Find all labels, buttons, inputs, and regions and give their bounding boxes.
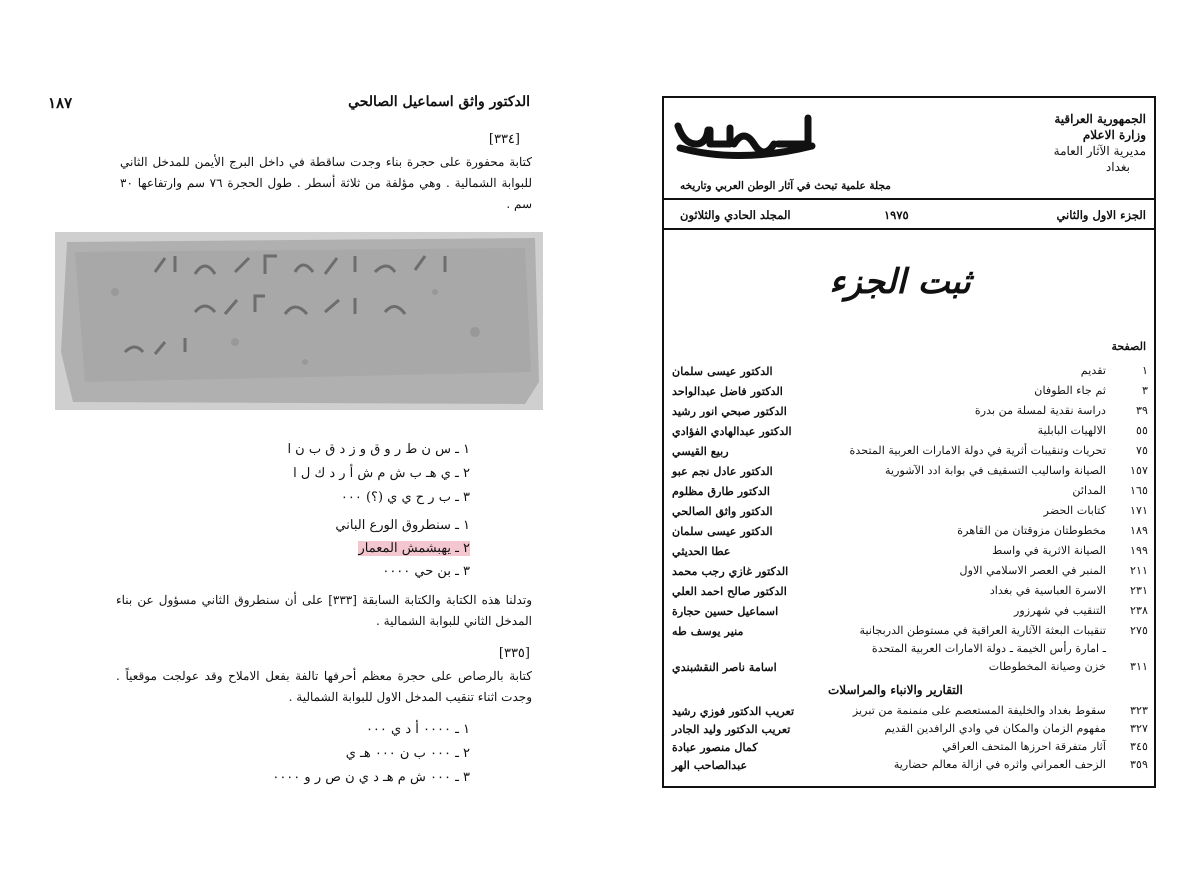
report-title: سقوط بغداد والخليفة المستعصم على منمنمة من تبريز [852,704,1106,717]
toc-row [672,524,1148,542]
entry-335-line-3: ٣ ـ ٠٠٠ ش م هـ د ي ن ص ر و ٠٠٠٠ [272,770,470,785]
reports-section-title: التقارير والانباء والمراسلات [828,683,963,697]
report-row [672,722,1148,740]
toc-page: ١٨٩ [1129,524,1148,537]
toc-title-item: دراسة نقدية لمسلة من بدرة [974,404,1106,417]
toc-page: ٢٣١ [1129,584,1148,597]
running-header [48,94,530,116]
report-page: ٣٥٩ [1129,758,1148,771]
year-label: ١٩٧٥ [884,208,909,222]
sumer-logo-mark [670,108,822,164]
report-author: عبدالصاحب الهر [672,758,748,772]
toc-title-item: ـ امارة رأس الخيمة ـ دولة الامارات العربية المتحدة [871,642,1106,655]
transliteration-line-1: ١ ـ س ن ط ر و ق و ز د ق ب ن ا [287,442,470,457]
toc-author: منير يوسف طه [672,624,744,638]
report-row [672,704,1148,722]
volume-label: المجلد الحادي والثلاثون [680,208,791,222]
entry-334-commentary: وتدلنا هذه الكتابة والكتابة السابقة [٣٣٣] على أن سنطروق الثاني مسؤول عن بناء المدخل الثاني للبوابة الشمالية . [116,593,532,628]
translation-line-3: ٣ ـ بن حي ٠٠٠٠ [382,564,470,579]
toc-page: ٧٥ [1135,444,1148,457]
report-author: كمال منصور عبادة [672,740,758,754]
toc-row [672,604,1148,622]
toc-page: ٢٧٥ [1129,624,1148,637]
report-row [672,740,1148,758]
toc-author: عطا الحديثي [672,544,731,558]
toc-row [672,624,1148,642]
report-title: آثار متفرقة احرزها المتحف العراقي [942,740,1106,753]
rule-1 [662,198,1156,200]
toc-title-item: المنبر في العصر الاسلامي الاول [959,564,1106,577]
sumer-logo [670,108,822,164]
toc-page: ١٥٧ [1129,464,1148,477]
report-title: مفهوم الزمان والمكان في وادي الرافدين القديم [884,722,1106,735]
toc-page: ٢٣٨ [1129,604,1148,617]
toc-row [672,584,1148,602]
toc-row [672,642,1148,660]
toc-row [672,364,1148,382]
toc-page: ٣ [1141,384,1148,397]
toc-row [672,424,1148,442]
toc-author: الدكتور عيسى سلمان [672,524,773,538]
highlighted-text: ٢ ـ يهبشمش المعمار [358,541,470,556]
entry-number-334: [٣٣٤] [488,132,520,147]
toc-title-item: تقديم [1080,364,1106,377]
report-author: تعريب الدكتور فوزي رشيد [672,704,795,718]
toc-row [672,384,1148,402]
entry-335-line-1: ١ ـ ٠٠٠٠ أ د ي ٠٠٠ [365,722,470,737]
toc-page: ١ [1141,364,1148,377]
journal-subtitle: مجلة علمية تبحث في آثار الوطن العربي وتاريخه [680,180,891,192]
toc-row [672,544,1148,562]
report-page: ٣٤٥ [1129,740,1148,753]
transliteration-line-2: ٢ ـ ي هـ ب ش م ش أ ر د ك ل ا [293,466,470,481]
toc-title-item: مخطوطتان مزوقتان من القاهرة [957,524,1106,537]
toc-author: الدكتور غازي رجب محمد [672,564,789,578]
translation-line-1: ١ ـ سنطروق الورع الباني [335,518,470,533]
report-page: ٣٢٧ [1129,722,1148,735]
ministry-label: وزارة الاعلام [1082,128,1146,142]
toc-title-item: الاسرة العباسية في بغداد [989,584,1106,597]
entry-number-335: [٣٣٥] [498,646,530,661]
report-page: ٣٢٣ [1129,704,1148,717]
toc-page: ١٦٥ [1129,484,1148,497]
city-label: بغداد [1105,160,1130,174]
toc-title-item: التنقيب في شهرزور [1014,604,1106,617]
report-row [672,758,1148,776]
parts-label: الجزء الاول والثاني [1056,208,1146,222]
toc-page: ٥٥ [1135,424,1148,437]
toc-title-item: خزن وصيانة المخطوطات [988,660,1106,673]
toc-title [800,262,1000,318]
toc-title-item: تحريات وتنقيبات أثرية في دولة الامارات العربية المتحدة [849,444,1106,457]
toc-row [672,444,1148,462]
toc-author: الدكتور واثق الصالحي [672,504,773,518]
toc-author: اسامة ناصر النقشبندي [672,660,777,674]
journal-name-text: سومر [746,162,749,163]
page-number: ١٨٧ [48,94,73,112]
directorate-label: مديرية الآثار العامة [1053,144,1146,158]
toc-title-item: كتابات الحضر [1043,504,1106,517]
toc-title-item: ثم جاء الطوفان [1034,384,1106,397]
inscription-photo [55,232,543,410]
toc-author: الدكتور فاضل عبدالواحد [672,384,783,398]
toc-row [672,660,1148,678]
running-head-author: الدكتور واثق اسماعيل الصالحي [348,94,530,110]
toc-author: الدكتور صبحي انور رشيد [672,404,787,418]
toc-page: ١٧١ [1129,504,1148,517]
toc-title-item: الصيانة واساليب التسقيف في بوابة ادد الآشورية [884,464,1106,477]
toc-title-text: ثبت الجزء [829,262,971,302]
toc-row [672,504,1148,522]
page-column-label: الصفحة [1111,340,1146,353]
toc-author: الدكتور طارق مظلوم [672,484,771,498]
toc-page: ١٩٩ [1129,544,1148,557]
toc-author: ربيع القيسي [672,444,729,458]
entry-334-description: كتابة محفورة على حجرة بناء وجدت ساقطة في داخل البرج الأيمن للمدخل الثاني للبوابة الشمالية . وهي مؤلفة من ثلاثة أسطر . طول الحجرة ٧٦ سم وارتفاعها ٣٠ سم . [120,155,532,211]
toc-row [672,404,1148,422]
toc-title-item: المدائن [1072,484,1106,497]
translation-line-2-highlighted [358,541,470,556]
toc-row [672,464,1148,482]
toc-row [672,564,1148,582]
toc-author: اسماعيل حسين حجارة [672,604,779,618]
toc-row [672,484,1148,502]
toc-author: الدكتور صالح احمد العلي [672,584,787,598]
report-author: تعريب الدكتور وليد الجادر [672,722,791,736]
entry-335-line-2: ٢ ـ ٠٠٠ ب ن ٠٠٠ هـ ي [345,746,470,761]
toc-title-item: تنقيبات البعثة الآثارية العراقية في مستوطن الدربجانية [859,624,1106,637]
entry-335-description: كتابة بالرصاص على حجرة معظم أحرفها تالفة بفعل الاملاح وقد عولجت موقعياً . وجدت اثناء تنقيب المدخل الاول للبوابة الشمالية . [116,669,532,704]
toc-author: الدكتور عيسى سلمان [672,364,773,378]
toc-page: ٣٩ [1135,404,1148,417]
republic-label: الجمهورية العراقية [1054,112,1146,126]
toc-author: الدكتور عادل نجم عبو [672,464,773,478]
right-page [600,0,1200,882]
toc-author: الدكتور عبدالهادي الفؤادي [672,424,792,438]
toc-title-item: الصيانة الاثرية في واسط [992,544,1106,557]
toc-page: ٢١١ [1129,564,1148,577]
stone-slab-image [55,232,543,410]
toc-title-item: الالهيات البابلية [1037,424,1106,437]
transliteration-line-3: ٣ ـ ب ر ح ي ي (؟) ٠٠٠ [340,490,470,505]
toc-page: ٣١١ [1129,660,1148,673]
report-title: الزحف العمراني واثره في ازالة معالم حضارية [893,758,1106,771]
rule-2 [662,228,1156,230]
